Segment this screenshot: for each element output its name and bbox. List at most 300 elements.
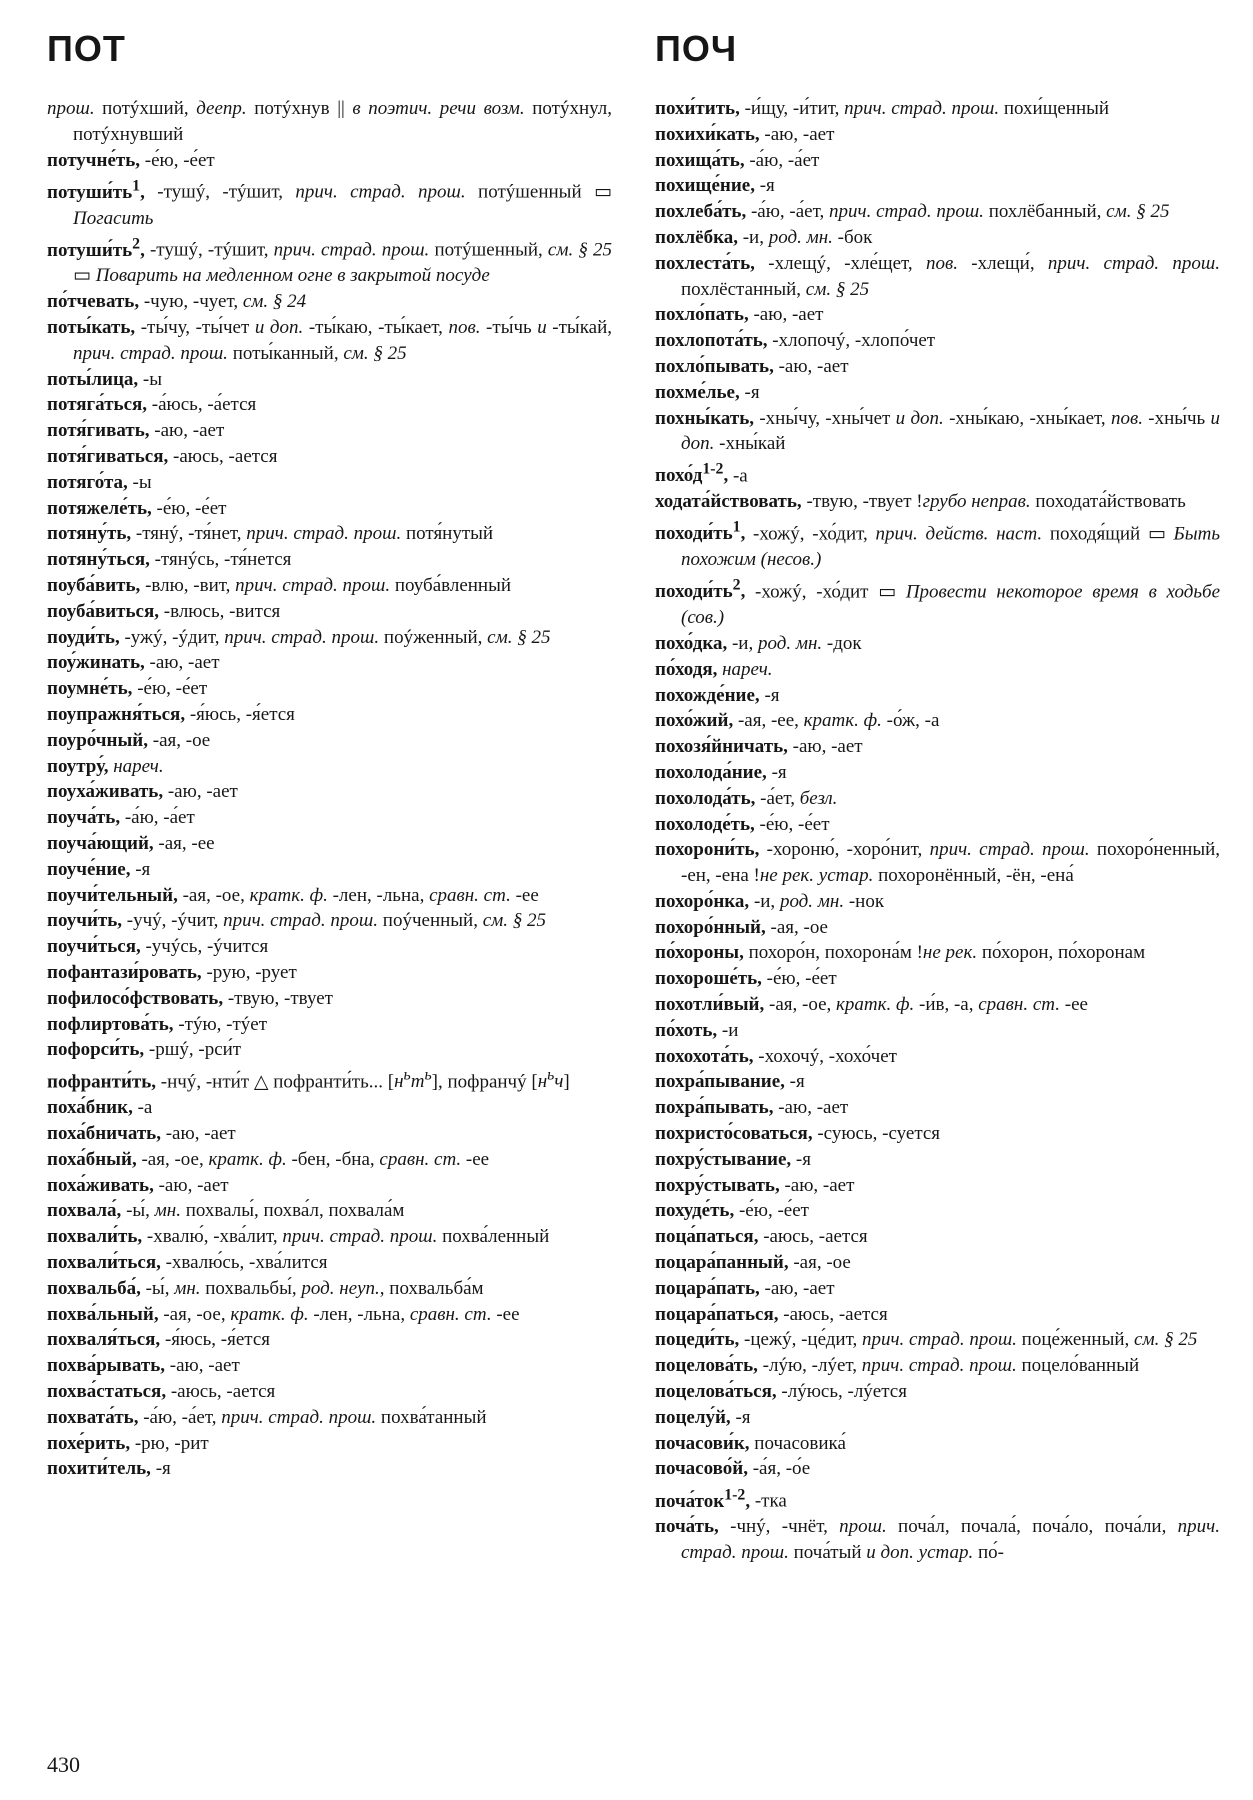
entry-definition: -аю, -ает xyxy=(149,652,220,674)
entry-headword: похваля́ться, xyxy=(47,1329,161,1351)
entry-definition: -хвалю́сь, -хва́лится xyxy=(165,1252,328,1274)
dictionary-entry xyxy=(47,148,612,174)
entry-definition: -учý, -ýчит, прич. страд. прош. поýченный, см. § 25 xyxy=(126,910,547,932)
dictionary-entry xyxy=(47,1327,612,1353)
dictionary-entry xyxy=(47,960,612,986)
entry-definition: -аюсь, -ается xyxy=(170,1381,276,1403)
dictionary-entry xyxy=(655,708,1220,734)
dictionary-entry xyxy=(655,1379,1220,1405)
entry-definition: -а́ю, -а́ет, прич. страд. прош. похва́танный xyxy=(143,1406,487,1428)
dictionary-entry xyxy=(655,148,1220,174)
entry-definition: -а́ю, -а́ет xyxy=(124,807,195,829)
dictionary-entry xyxy=(47,1353,612,1379)
dictionary-entry xyxy=(47,392,612,418)
entry-headword: пофорси́ть, xyxy=(47,1039,145,1061)
entry-definition: -учýсь, -ýчится xyxy=(145,936,269,958)
entry-definition: -аю, -ает xyxy=(792,736,863,758)
dictionary-entry xyxy=(655,489,1220,515)
dictionary-entry xyxy=(47,1121,612,1147)
entry-definition: нареч. xyxy=(722,658,773,680)
entry-definition: -я xyxy=(764,684,780,706)
entry-definition: -ая, -ое, кратк. ф. -бен, -бна, сравн. ст. -ее xyxy=(141,1148,490,1170)
entry-headword: поцара́пать, xyxy=(655,1277,760,1299)
entry-definition: -ты́чу, -ты́чет и доп. -ты́каю, -ты́кает, пов. -ты́чь и -ты́кай, прич. страд. прош. поты́канный, см. § 25 xyxy=(73,317,612,364)
entry-definition: -е́ю, -е́ет xyxy=(738,1200,809,1222)
dictionary-entry xyxy=(655,199,1220,225)
entry-definition: -аю, -ает xyxy=(167,781,238,803)
dictionary-entry xyxy=(47,315,612,367)
entry-headword: поцара́паться, xyxy=(655,1303,779,1325)
entry-headword: почасови́к, xyxy=(655,1432,750,1454)
entry-definition: -аю, -ает xyxy=(764,1277,835,1299)
entry-headword: похихи́кать, xyxy=(655,123,760,145)
entry-headword: похлеба́ть, xyxy=(655,201,747,223)
entry-headword: похоро́нный, xyxy=(655,916,766,938)
entry-headword: похвальба́, xyxy=(47,1277,141,1299)
entry-headword: ходата́йствовать, xyxy=(655,491,802,513)
dictionary-entry xyxy=(47,367,612,393)
entry-headword: похру́стывать, xyxy=(655,1174,780,1196)
dictionary-entry xyxy=(47,1431,612,1457)
dictionary-entry xyxy=(655,251,1220,303)
entry-headword: похвата́ть, xyxy=(47,1406,139,1428)
entry-definition: -а́я, -о́е xyxy=(752,1458,811,1480)
dictionary-entry xyxy=(47,779,612,805)
entry-headword: поучи́тельный, xyxy=(47,884,178,906)
dictionary-entry xyxy=(655,1327,1220,1353)
dictionary-entry xyxy=(47,986,612,1012)
entry-headword: $походи́ть^2$, xyxy=(655,577,746,603)
entry-definition: -а xyxy=(137,1097,153,1119)
entry-headword: похвала́, xyxy=(47,1200,122,1222)
entry-headword: поцелова́ть, xyxy=(655,1355,758,1377)
dictionary-entry xyxy=(47,908,612,934)
dictionary-entry xyxy=(655,573,1220,631)
entry-definition: -хлопочý, -хлопо́чет xyxy=(772,330,936,352)
entry-definition: -твую, -твует xyxy=(227,987,333,1009)
entry-definition: -и́щу, -и́тит, прич. страд. прош. похи́щенный xyxy=(744,98,1110,119)
dictionary-entry xyxy=(47,599,612,625)
dictionary-entry xyxy=(47,289,612,315)
dictionary-entry xyxy=(655,683,1220,709)
entry-headword: поцелова́ться, xyxy=(655,1381,777,1403)
entry-definition: -е́ю, -е́ет xyxy=(759,813,830,835)
entry-headword: по́хоть, xyxy=(655,1019,718,1041)
entry-headword: похра́пывание, xyxy=(655,1071,785,1093)
entry-headword: похо́жий, xyxy=(655,710,734,732)
entry-headword: поуче́ние, xyxy=(47,858,131,880)
entry-definition: -аю, -ает xyxy=(764,123,835,145)
entry-headword: поха́живать, xyxy=(47,1174,154,1196)
entry-headword: поча́ток$^{1-2}$, xyxy=(655,1486,751,1512)
entry-headword: похозя́йничать, xyxy=(655,736,788,758)
entry-definition: -тка xyxy=(754,1490,787,1512)
entry-definition: -я xyxy=(735,1406,751,1428)
entry-headword: похва́рывать, xyxy=(47,1355,166,1377)
entry-headword: по́ходя, xyxy=(655,658,718,680)
dictionary-entry xyxy=(47,521,612,547)
entry-definition: -е́ю, -е́ет xyxy=(766,968,837,990)
entry-headword: похвали́ть, xyxy=(47,1226,143,1248)
entry-definition: -тушý, -тýшит, прич. страд. прош. потýшенный, см. § 25 ▭ Поварить на медленном огне в закрытой посуде xyxy=(73,239,612,287)
entry-definition: -хороню́, -хоро́нит, прич. страд. прош. похоро́ненный, -ен, -ена !не рек. устар. похоронённый, -ён, -ена́ xyxy=(681,839,1221,887)
dictionary-entry xyxy=(47,676,612,702)
entry-definition: -влю, -вит, прич. страд. прош. поуба́вленный xyxy=(145,575,512,596)
dictionary-entry xyxy=(47,1173,612,1199)
dictionary-entry xyxy=(47,625,612,651)
entry-definition: -тушý, -тýшит, прич. страд. прош. потýшенный ▭ Погасить xyxy=(73,181,612,229)
entry-headword: похолода́ние, xyxy=(655,761,767,783)
entry-headword: поты́кать, xyxy=(47,317,136,339)
entry-headword: потучне́ть, xyxy=(47,149,141,171)
entry-headword: поуча́ть, xyxy=(47,807,121,829)
entry-definition: -ая, -ое, кратк. ф. -лен, -льна, сравн. ст. -ее xyxy=(182,884,539,906)
entry-definition: -а́ю, -а́ет xyxy=(749,149,820,171)
entry-definition: похоро́н, похорона́м !не рек. по́хорон, по́хоронам xyxy=(748,942,1146,964)
entry-headword: поу́жинать, xyxy=(47,652,145,674)
dictionary-entry xyxy=(47,96,612,148)
entry-definition: -ы xyxy=(132,471,152,493)
entry-definition: -я xyxy=(795,1148,811,1170)
entry-definition: -а́юсь, -а́ется xyxy=(151,394,257,416)
dictionary-entry xyxy=(655,1121,1220,1147)
dictionary-entry xyxy=(655,225,1220,251)
dictionary-entry xyxy=(655,889,1220,915)
entry-definition: -ая, -ое, кратк. ф. -лен, -льна, сравн. ст. -ее xyxy=(163,1303,520,1325)
entry-definition: -и xyxy=(721,1019,739,1041)
entry-definition: -ая, -ое, кратк. ф. -и́в, -а, сравн. ст. -ее xyxy=(769,994,1088,1016)
entry-headword: $потуши́ть^1$, xyxy=(47,177,145,203)
entry-headword: похлеста́ть, xyxy=(655,252,755,274)
dictionary-entry xyxy=(47,1405,612,1431)
entry-definition: -ы́, мн. похвальбы́, род. неуп., похвальба́м xyxy=(145,1277,484,1299)
dictionary-entry xyxy=(655,406,1220,458)
entry-headword: поцара́панный, xyxy=(655,1252,789,1274)
dictionary-entry xyxy=(47,1063,612,1095)
dictionary-entry xyxy=(47,1379,612,1405)
entry-headword: поха́бник, xyxy=(47,1097,133,1119)
dictionary-entry xyxy=(655,1095,1220,1121)
entry-headword: пофранти́ть, xyxy=(47,1071,157,1093)
dictionary-entry xyxy=(47,1276,612,1302)
entry-definition: -тянýсь, -тя́нется xyxy=(154,549,292,571)
entry-definition: -аюсь, -ается xyxy=(173,446,278,468)
dictionary-entry xyxy=(655,1018,1220,1044)
entry-headword: потяжеле́ть, xyxy=(47,497,152,519)
entry-headword: поуди́ть, xyxy=(47,626,120,648)
entry-definition: -лýюсь, -лýется xyxy=(781,1381,907,1403)
entry-headword: похе́рить, xyxy=(47,1432,131,1454)
entry-headword: поха́бный, xyxy=(47,1148,137,1170)
entry-headword: поуба́виться, xyxy=(47,600,160,622)
dictionary-entry xyxy=(655,173,1220,199)
dictionary-entry xyxy=(47,857,612,883)
entry-definition: прош. потýхший, деепр. потýхнув || в поэтич. речи возм. потýхнул, потýхнувший xyxy=(47,98,613,145)
dictionary-entry xyxy=(47,1037,612,1063)
dictionary-entry xyxy=(47,883,612,909)
entry-definition: -ая, -ее, кратк. ф. -о́ж, -а xyxy=(737,710,940,732)
dictionary-entry xyxy=(655,1173,1220,1199)
entry-headword: пофантази́ровать, xyxy=(47,961,202,983)
entry-definition: -я́юсь, -я́ется xyxy=(164,1329,271,1351)
entry-definition: -а́ю, -а́ет, прич. страд. прош. похлёбанный, см. § 25 xyxy=(750,201,1170,223)
dictionary-entry xyxy=(47,1198,612,1224)
entry-definition: -и, род. мн. -нок xyxy=(753,890,885,912)
dictionary-entry xyxy=(47,547,612,573)
dictionary-entry xyxy=(655,760,1220,786)
entry-definition: -аюсь, -ается xyxy=(763,1226,868,1248)
dictionary-entry xyxy=(47,1012,612,1038)
entry-headword: потяго́та, xyxy=(47,471,128,493)
entry-definition: -е́ю, -е́ет xyxy=(144,149,215,171)
entry-headword: пофилосо́фствовать, xyxy=(47,987,224,1009)
dictionary-entry xyxy=(47,444,612,470)
entry-definition: -ы xyxy=(142,368,163,390)
entry-definition: -е́ю, -е́ет xyxy=(137,678,208,700)
entry-headword: по́тчевать, xyxy=(47,291,140,313)
entry-headword: пофлиртова́ть, xyxy=(47,1013,174,1035)
entry-headword: похва́льный, xyxy=(47,1303,159,1325)
entry-headword: похристо́соваться, xyxy=(655,1123,813,1145)
entry-headword: потяну́ться, xyxy=(47,549,150,571)
entry-definition: -хны́чу, -хны́чет и доп. -хны́каю, -хны́кает, пов. -хны́чь и доп. -хны́кай xyxy=(681,407,1221,455)
dictionary-entry xyxy=(655,1456,1220,1482)
entry-definition: -я xyxy=(744,381,760,403)
entry-definition: -рую, -рует xyxy=(206,961,297,983)
dictionary-entry xyxy=(47,1302,612,1328)
entry-headword: похлёбка, xyxy=(655,226,738,248)
entry-headword: по́хороны, xyxy=(655,942,744,964)
entry-headword: поупражня́ться, xyxy=(47,703,186,725)
entry-headword: похолода́ть, xyxy=(655,787,756,809)
dictionary-entry xyxy=(655,992,1220,1018)
entry-headword: похотли́вый, xyxy=(655,994,765,1016)
entry-definition: -ая, -ое xyxy=(793,1252,851,1274)
entry-headword: потя́гиваться, xyxy=(47,446,169,468)
entry-definition: -ы́, мн. похвалы́, похва́л, похвала́м xyxy=(126,1200,405,1222)
dictionary-entry xyxy=(47,231,612,289)
entry-headword: похище́ние, xyxy=(655,175,755,197)
entry-headword: похорони́ть, xyxy=(655,839,760,861)
entry-definition: -хожý, -хо́дит, прич. действ. наст. походя́щий ▭ Быть похожим (несов.) xyxy=(681,523,1220,571)
dictionary-entry xyxy=(47,470,612,496)
dictionary-entry xyxy=(47,1095,612,1121)
dictionary-entry xyxy=(47,702,612,728)
entry-definition: -и, род. мн. -док xyxy=(731,632,862,654)
entry-headword: похва́статься, xyxy=(47,1381,167,1403)
entry-headword: похи́тить, xyxy=(655,98,740,119)
entry-headword: потяну́ть, xyxy=(47,523,132,545)
entry-headword: похити́тель, xyxy=(47,1458,151,1480)
entry-headword: поча́ть, xyxy=(655,1516,719,1538)
entry-headword: похо́дка, xyxy=(655,632,728,654)
entry-definition: -ая, -ое xyxy=(152,729,211,751)
dictionary-entry xyxy=(47,418,612,444)
dictionary-entry xyxy=(655,457,1220,489)
dictionary-entry xyxy=(47,728,612,754)
entry-definition: -а́ет, безл. xyxy=(760,787,838,809)
entry-headword: поутру́, xyxy=(47,755,109,777)
entry-headword: похуде́ть, xyxy=(655,1200,735,1222)
entry-headword: поучи́ться, xyxy=(47,936,141,958)
entry-headword: похра́пывать, xyxy=(655,1097,774,1119)
entry-definition: -хлещý, -хле́щет, пов. -хлещи́, прич. страд. прош. похлёстанный, см. § 25 xyxy=(681,252,1220,300)
dictionary-entry xyxy=(655,940,1220,966)
dictionary-entry xyxy=(655,1302,1220,1328)
dictionary-entry xyxy=(655,1198,1220,1224)
entry-headword: поты́лица, xyxy=(47,368,139,390)
dictionary-entry xyxy=(655,1044,1220,1070)
entry-headword: похоро́нка, xyxy=(655,890,750,912)
entry-headword: поца́паться, xyxy=(655,1226,759,1248)
entry-definition: -е́ю, -е́ет xyxy=(156,497,227,519)
entry-definition: -аю, -ает xyxy=(154,420,225,442)
entry-definition: -аю, -ает xyxy=(753,304,824,326)
entry-definition: -я xyxy=(759,175,775,197)
entry-headword: похлопота́ть, xyxy=(655,330,768,352)
entry-definition: -я́юсь, -я́ется xyxy=(189,703,295,725)
entry-definition: -рю, -рит xyxy=(134,1432,209,1454)
entry-definition: почасовика́ xyxy=(754,1432,846,1454)
dictionary-entry xyxy=(655,657,1220,683)
entry-headword: поуча́ющий, xyxy=(47,832,154,854)
entry-definition: -аю, -ает xyxy=(778,355,849,377)
dictionary-entry xyxy=(655,1147,1220,1173)
entry-headword: поуха́живать, xyxy=(47,781,164,803)
dictionary-entry xyxy=(655,1431,1220,1457)
entry-headword: поучи́ть, xyxy=(47,910,123,932)
entry-definition: -суюсь, -суется xyxy=(817,1123,941,1145)
dictionary-entry xyxy=(47,805,612,831)
entry-definition: -нчý, -нти́т △ пофранти́ть... $[н^ьт^ь]$, пофранчý $[н^ьч]$ xyxy=(160,1067,570,1093)
dictionary-entry xyxy=(655,302,1220,328)
dictionary-entry xyxy=(655,786,1220,812)
entry-headword: поцелу́й, xyxy=(655,1406,731,1428)
dictionary-entry xyxy=(655,1353,1220,1379)
entry-headword: похвали́ться, xyxy=(47,1252,161,1274)
entry-headword: поуба́вить, xyxy=(47,575,141,596)
entry-definition: -ужý, -ýдит, прич. страд. прош. поýженный, см. § 25 xyxy=(124,626,551,648)
dictionary-entry xyxy=(47,831,612,857)
entry-definition: -аю, -ает xyxy=(784,1174,855,1196)
entry-headword: $похо́д^{1-2}$, xyxy=(655,461,729,487)
dictionary-entry xyxy=(655,1069,1220,1095)
entry-definition: -и, род. мн. -бок xyxy=(742,226,873,248)
entry-headword: поумне́ть, xyxy=(47,678,133,700)
entry-definition: -хвалю́, -хва́лит, прич. страд. прош. похва́ленный xyxy=(146,1226,550,1248)
entry-definition: -твую, -твует !грубо неправ. походата́йствовать xyxy=(806,491,1186,513)
entry-definition: -аюсь, -ается xyxy=(783,1303,888,1325)
entry-headword: потя́гивать, xyxy=(47,420,150,442)
entry-headword: поуро́чный, xyxy=(47,729,148,751)
dictionary-entry xyxy=(655,96,1220,122)
entry-definition: -я xyxy=(135,858,151,880)
entry-headword: похло́пывать, xyxy=(655,355,774,377)
dictionary-entry xyxy=(47,934,612,960)
entry-headword: похло́пать, xyxy=(655,304,749,326)
dictionary-entry xyxy=(655,812,1220,838)
entry-headword: похолоде́ть, xyxy=(655,813,755,835)
entry-headword: похороше́ть, xyxy=(655,968,762,990)
running-head-right: ПОЧ xyxy=(655,28,738,69)
dictionary-entry xyxy=(655,966,1220,992)
entry-definition: -лýю, -лýет, прич. страд. прош. поцело́ванный xyxy=(762,1355,1140,1377)
entry-definition: -аю, -ает xyxy=(778,1097,849,1119)
dictionary-entry xyxy=(655,837,1220,889)
entry-definition: -тянý, -тя́нет, прич. страд. прош. потя́нутый xyxy=(135,523,494,545)
entry-definition: -аю, -ает xyxy=(165,1123,236,1145)
entry-headword: поха́бничать, xyxy=(47,1123,161,1145)
dictionary-entry xyxy=(47,573,612,599)
entry-headword: похохота́ть, xyxy=(655,1045,754,1067)
dictionary-entry xyxy=(655,1482,1220,1514)
entry-definition: -я xyxy=(771,761,787,783)
entry-definition: -ршý, -рси́т xyxy=(148,1039,242,1061)
dictionary-column-right xyxy=(655,96,1220,1566)
dictionary-entry xyxy=(47,1250,612,1276)
entry-headword: похища́ть, xyxy=(655,149,745,171)
entry-definition: -ая, -ее xyxy=(158,832,215,854)
entry-definition: -чнý, -чнёт, прош. поча́л, почала́, поча́ло, поча́ли, прич. страд. прош. поча́тый и доп. устар. по́- xyxy=(681,1516,1220,1564)
entry-definition: -цежý, -це́дит, прич. страд. прош. поце́женный, см. § 25 xyxy=(744,1329,1198,1351)
dictionary-entry xyxy=(655,734,1220,760)
dictionary-entry xyxy=(655,1405,1220,1431)
dictionary-entry xyxy=(655,328,1220,354)
dictionary-entry xyxy=(655,1224,1220,1250)
entry-definition: -аю, -ает xyxy=(169,1355,240,1377)
entry-definition: -влюсь, -вится xyxy=(163,600,281,622)
entry-headword: почасово́й, xyxy=(655,1458,748,1480)
dictionary-entry xyxy=(655,1250,1220,1276)
dictionary-entry xyxy=(655,915,1220,941)
entry-headword: похожде́ние, xyxy=(655,684,760,706)
entry-definition: -ая, -ое xyxy=(770,916,828,938)
dictionary-entry xyxy=(47,650,612,676)
dictionary-entry xyxy=(655,380,1220,406)
entry-headword: потяга́ться, xyxy=(47,394,148,416)
dictionary-entry xyxy=(47,1456,612,1482)
dictionary-entry xyxy=(47,754,612,780)
entry-definition: -чую, -чует, см. § 24 xyxy=(143,291,307,313)
dictionary-entry xyxy=(655,1276,1220,1302)
dictionary-entry xyxy=(47,496,612,522)
dictionary-entry xyxy=(47,1224,612,1250)
entry-headword: $потуши́ть^2$, xyxy=(47,235,145,261)
entry-headword: похны́кать, xyxy=(655,407,755,429)
dictionary-entry xyxy=(655,515,1220,573)
entry-definition: -хожý, -хо́дит ▭ Провести некоторое время в ходьбе (сов.) xyxy=(681,581,1221,629)
entry-headword: $походи́ть^1$, xyxy=(655,519,746,545)
dictionary-entry xyxy=(655,631,1220,657)
dictionary-entry xyxy=(47,173,612,231)
dictionary-column-left xyxy=(47,96,612,1482)
entry-definition: нареч. xyxy=(113,755,164,777)
entry-definition: -я xyxy=(789,1071,805,1093)
entry-definition: -тýю, -тýет xyxy=(178,1013,268,1035)
entry-headword: похру́стывание, xyxy=(655,1148,792,1170)
entry-definition: -а xyxy=(732,465,748,487)
entry-definition: -я xyxy=(155,1458,171,1480)
running-head-left: ПОТ xyxy=(47,28,126,69)
dictionary-entry xyxy=(655,122,1220,148)
dictionary-entry xyxy=(47,1147,612,1173)
entry-headword: поцеди́ть, xyxy=(655,1329,740,1351)
entry-definition: -аю, -ает xyxy=(158,1174,229,1196)
page-number: 430 xyxy=(47,1752,80,1777)
entry-headword: похме́лье, xyxy=(655,381,740,403)
dictionary-entry xyxy=(655,1514,1220,1566)
entry-definition: -хохочý, -хохо́чет xyxy=(758,1045,897,1067)
